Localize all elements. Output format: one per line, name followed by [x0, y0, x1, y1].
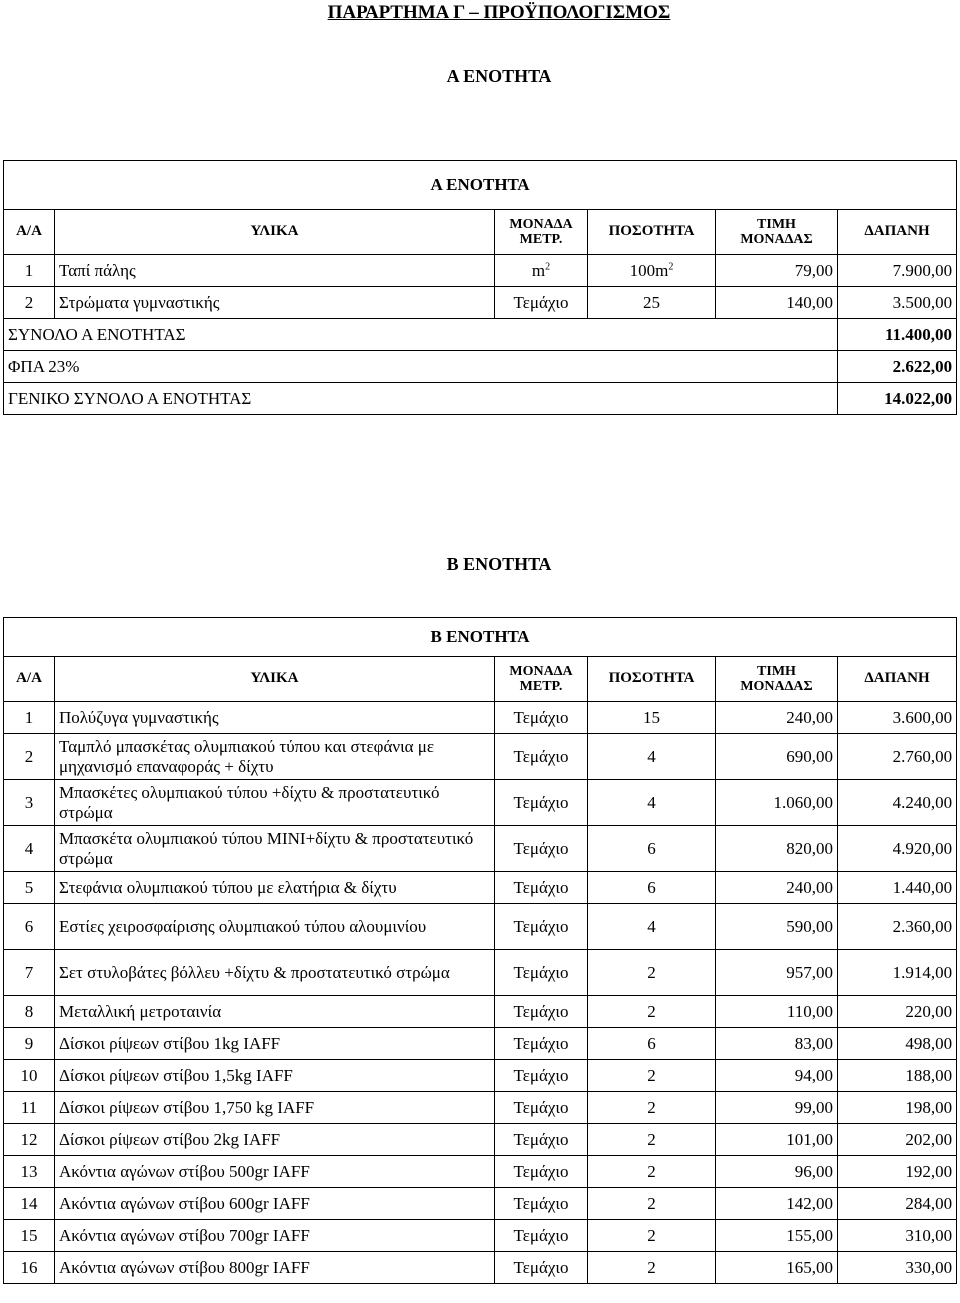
row-cost: 3.600,00	[838, 702, 957, 734]
row-unit	[495, 255, 588, 287]
summary-label: ΦΠΑ 23%	[4, 351, 838, 383]
row-unit: Τεμάχιο	[495, 1156, 588, 1188]
summary-value: 2.622,00	[838, 351, 957, 383]
row-item: Εστίες χειροσφαίρισης ολυμπιακού τύπου αλουμινίου	[55, 904, 495, 950]
summary-label: ΓΕΝΙΚΟ ΣΥΝΟΛΟ Α ΕΝΟΤΗΤΑΣ	[4, 383, 838, 415]
row-aa: 12	[4, 1124, 55, 1156]
row-aa: 4	[4, 826, 55, 872]
row-cost: 284,00	[838, 1188, 957, 1220]
row-qty-text: 100m	[629, 260, 669, 280]
row-item: Ακόντια αγώνων στίβου 700gr IAFF	[55, 1220, 495, 1252]
row-item: Πολύζυγα γυμναστικής	[55, 702, 495, 734]
row-price: 1.060,00	[716, 780, 838, 826]
header-unit-line2: ΜΕΤΡ.	[519, 232, 563, 247]
row-unit-sup: 2	[545, 261, 551, 273]
row-qty: 6	[588, 872, 716, 904]
row-aa: 6	[4, 904, 55, 950]
row-aa: 1	[4, 702, 55, 734]
row-unit: Τεμάχιο	[495, 826, 588, 872]
section-a-table	[3, 160, 957, 415]
row-unit: Τεμάχιο	[495, 780, 588, 826]
summary-row-grand-total	[4, 383, 957, 415]
row-cost: 310,00	[838, 1220, 957, 1252]
row-qty: 2	[588, 1124, 716, 1156]
row-aa: 13	[4, 1156, 55, 1188]
table-row	[4, 734, 957, 780]
header-price	[716, 210, 838, 255]
row-cost: 202,00	[838, 1124, 957, 1156]
table-row	[4, 826, 957, 872]
row-item: Μπασκέτες ολυμπιακού τύπου +δίχτυ & προστατευτικό στρώμα	[55, 780, 495, 826]
header-qty: ΠΟΣΟΤΗΤΑ	[588, 657, 716, 702]
row-price: 590,00	[716, 904, 838, 950]
header-aa: Α/Α	[4, 210, 55, 255]
row-item: Σετ στυλοβάτες βόλλευ +δίχτυ & προστατευτικό στρώμα	[55, 950, 495, 996]
section-b-table-caption: Β ΕΝΟΤΗΤΑ	[4, 618, 957, 657]
table-row	[4, 950, 957, 996]
row-qty: 2	[588, 1220, 716, 1252]
row-aa: 9	[4, 1028, 55, 1060]
row-unit: Τεμάχιο	[495, 287, 588, 319]
row-item: Ακόντια αγώνων στίβου 500gr IAFF	[55, 1156, 495, 1188]
row-unit: Τεμάχιο	[495, 702, 588, 734]
row-price: 140,00	[716, 287, 838, 319]
row-cost: 330,00	[838, 1252, 957, 1284]
table-row	[4, 702, 957, 734]
row-aa: 2	[4, 287, 55, 319]
row-item: Ακόντια αγώνων στίβου 600gr IAFF	[55, 1188, 495, 1220]
row-cost: 7.900,00	[838, 255, 957, 287]
table-row	[4, 287, 957, 319]
table-row	[4, 1060, 957, 1092]
row-aa: 15	[4, 1220, 55, 1252]
row-item: Δίσκοι ρίψεων στίβου 1,5kg IAFF	[55, 1060, 495, 1092]
row-cost: 3.500,00	[838, 287, 957, 319]
row-item: Μπασκέτα ολυμπιακού τύπου MINI+δίχτυ & προστατευτικό στρώμα	[55, 826, 495, 872]
row-qty: 15	[588, 702, 716, 734]
row-unit: Τεμάχιο	[495, 996, 588, 1028]
row-price: 96,00	[716, 1156, 838, 1188]
row-unit: Τεμάχιο	[495, 872, 588, 904]
row-item: Ταμπλό μπασκέτας ολυμπιακού τύπου και στεφάνια με μηχανισμό επαναφοράς + δίχτυ	[55, 734, 495, 780]
row-aa: 8	[4, 996, 55, 1028]
row-price: 240,00	[716, 872, 838, 904]
table-row	[4, 780, 957, 826]
row-cost: 4.240,00	[838, 780, 957, 826]
row-cost: 2.760,00	[838, 734, 957, 780]
section-a-heading: Α ΕΝΟΤΗΤΑ	[446, 66, 552, 86]
row-item: Δίσκοι ρίψεων στίβου 1,750 kg IAFF	[55, 1092, 495, 1124]
row-price: 83,00	[716, 1028, 838, 1060]
header-price-line1: ΤΙΜΗ	[757, 663, 796, 679]
row-item: Δίσκοι ρίψεων στίβου 2kg IAFF	[55, 1124, 495, 1156]
row-price: 99,00	[716, 1092, 838, 1124]
row-unit: Τεμάχιο	[495, 1092, 588, 1124]
row-qty: 4	[588, 904, 716, 950]
row-price: 79,00	[716, 255, 838, 287]
row-unit: Τεμάχιο	[495, 1028, 588, 1060]
row-cost: 198,00	[838, 1092, 957, 1124]
header-item: ΥΛΙΚΑ	[55, 657, 495, 702]
row-qty	[588, 255, 716, 287]
row-qty: 2	[588, 1188, 716, 1220]
header-cost: ΔΑΠΑΝΗ	[838, 657, 957, 702]
row-unit: Τεμάχιο	[495, 904, 588, 950]
header-price-line2: ΜΟΝΑΔΑΣ	[740, 679, 813, 694]
header-unit	[495, 210, 588, 255]
table-row	[4, 904, 957, 950]
row-cost: 1.440,00	[838, 872, 957, 904]
header-unit-line2: ΜΕΤΡ.	[519, 679, 563, 694]
row-unit: Τεμάχιο	[495, 1188, 588, 1220]
table-row	[4, 1188, 957, 1220]
header-cost: ΔΑΠΑΝΗ	[838, 210, 957, 255]
row-price: 101,00	[716, 1124, 838, 1156]
row-aa: 3	[4, 780, 55, 826]
summary-row-vat	[4, 351, 957, 383]
row-cost: 192,00	[838, 1156, 957, 1188]
row-aa: 5	[4, 872, 55, 904]
table-row	[4, 1156, 957, 1188]
row-price: 240,00	[716, 702, 838, 734]
summary-row-total	[4, 319, 957, 351]
row-unit: Τεμάχιο	[495, 734, 588, 780]
row-qty-sup: 2	[668, 261, 674, 273]
header-price	[716, 657, 838, 702]
row-aa: 7	[4, 950, 55, 996]
section-a-header-row	[4, 210, 957, 255]
row-unit: Τεμάχιο	[495, 950, 588, 996]
row-unit-text: m	[531, 260, 546, 280]
row-unit: Τεμάχιο	[495, 1220, 588, 1252]
row-item: Ταπί πάλης	[55, 255, 495, 287]
row-aa: 16	[4, 1252, 55, 1284]
row-qty: 2	[588, 996, 716, 1028]
row-aa: 14	[4, 1188, 55, 1220]
row-cost: 4.920,00	[838, 826, 957, 872]
section-b-table	[3, 617, 957, 1284]
row-item: Στρώματα γυμναστικής	[55, 287, 495, 319]
table-row	[4, 1124, 957, 1156]
header-qty: ΠΟΣΟΤΗΤΑ	[588, 210, 716, 255]
row-price: 94,00	[716, 1060, 838, 1092]
row-unit: Τεμάχιο	[495, 1124, 588, 1156]
summary-value: 11.400,00	[838, 319, 957, 351]
row-qty: 2	[588, 1252, 716, 1284]
row-price: 690,00	[716, 734, 838, 780]
document-title: ΠΑΡΑΡΤΗΜΑ Γ – ΠΡΟΫΠΟΛΟΓΙΣΜΟΣ	[327, 2, 671, 23]
row-price: 165,00	[716, 1252, 838, 1284]
row-cost: 188,00	[838, 1060, 957, 1092]
row-aa: 2	[4, 734, 55, 780]
header-price-line1: ΤΙΜΗ	[757, 216, 796, 232]
row-cost: 220,00	[838, 996, 957, 1028]
row-aa: 1	[4, 255, 55, 287]
table-row	[4, 255, 957, 287]
row-aa: 11	[4, 1092, 55, 1124]
row-qty: 25	[588, 287, 716, 319]
summary-value: 14.022,00	[838, 383, 957, 415]
row-unit: Τεμάχιο	[495, 1252, 588, 1284]
summary-label: ΣΥΝΟΛΟ Α ΕΝΟΤΗΤΑΣ	[4, 319, 838, 351]
row-qty: 2	[588, 1060, 716, 1092]
header-price-line2: ΜΟΝΑΔΑΣ	[740, 232, 813, 247]
row-qty: 2	[588, 1092, 716, 1124]
row-qty: 6	[588, 826, 716, 872]
row-price: 957,00	[716, 950, 838, 996]
table-row	[4, 1092, 957, 1124]
section-a-table-caption: Α ΕΝΟΤΗΤΑ	[4, 161, 957, 210]
table-row	[4, 996, 957, 1028]
table-row	[4, 872, 957, 904]
table-row	[4, 1028, 957, 1060]
row-item: Στεφάνια ολυμπιακού τύπου με ελατήρια & δίχτυ	[55, 872, 495, 904]
row-unit: Τεμάχιο	[495, 1060, 588, 1092]
row-cost: 498,00	[838, 1028, 957, 1060]
header-unit-line1: ΜΟΝΑΔΑ	[509, 663, 573, 679]
row-item: Δίσκοι ρίψεων στίβου 1kg IAFF	[55, 1028, 495, 1060]
header-unit-line1: ΜΟΝΑΔΑ	[509, 216, 573, 232]
row-cost: 2.360,00	[838, 904, 957, 950]
row-price: 110,00	[716, 996, 838, 1028]
header-unit	[495, 657, 588, 702]
row-qty: 2	[588, 950, 716, 996]
row-qty: 6	[588, 1028, 716, 1060]
row-aa: 10	[4, 1060, 55, 1092]
section-b-heading: Β ΕΝΟΤΗΤΑ	[446, 554, 552, 574]
header-item: ΥΛΙΚΑ	[55, 210, 495, 255]
table-row	[4, 1220, 957, 1252]
row-cost: 1.914,00	[838, 950, 957, 996]
row-item: Ακόντια αγώνων στίβου 800gr IAFF	[55, 1252, 495, 1284]
row-qty: 2	[588, 1156, 716, 1188]
row-item: Μεταλλική μετροταινία	[55, 996, 495, 1028]
header-aa: Α/Α	[4, 657, 55, 702]
row-price: 142,00	[716, 1188, 838, 1220]
section-b-header-row	[4, 657, 957, 702]
row-qty: 4	[588, 780, 716, 826]
row-qty: 4	[588, 734, 716, 780]
table-row	[4, 1252, 957, 1284]
row-price: 820,00	[716, 826, 838, 872]
row-price: 155,00	[716, 1220, 838, 1252]
